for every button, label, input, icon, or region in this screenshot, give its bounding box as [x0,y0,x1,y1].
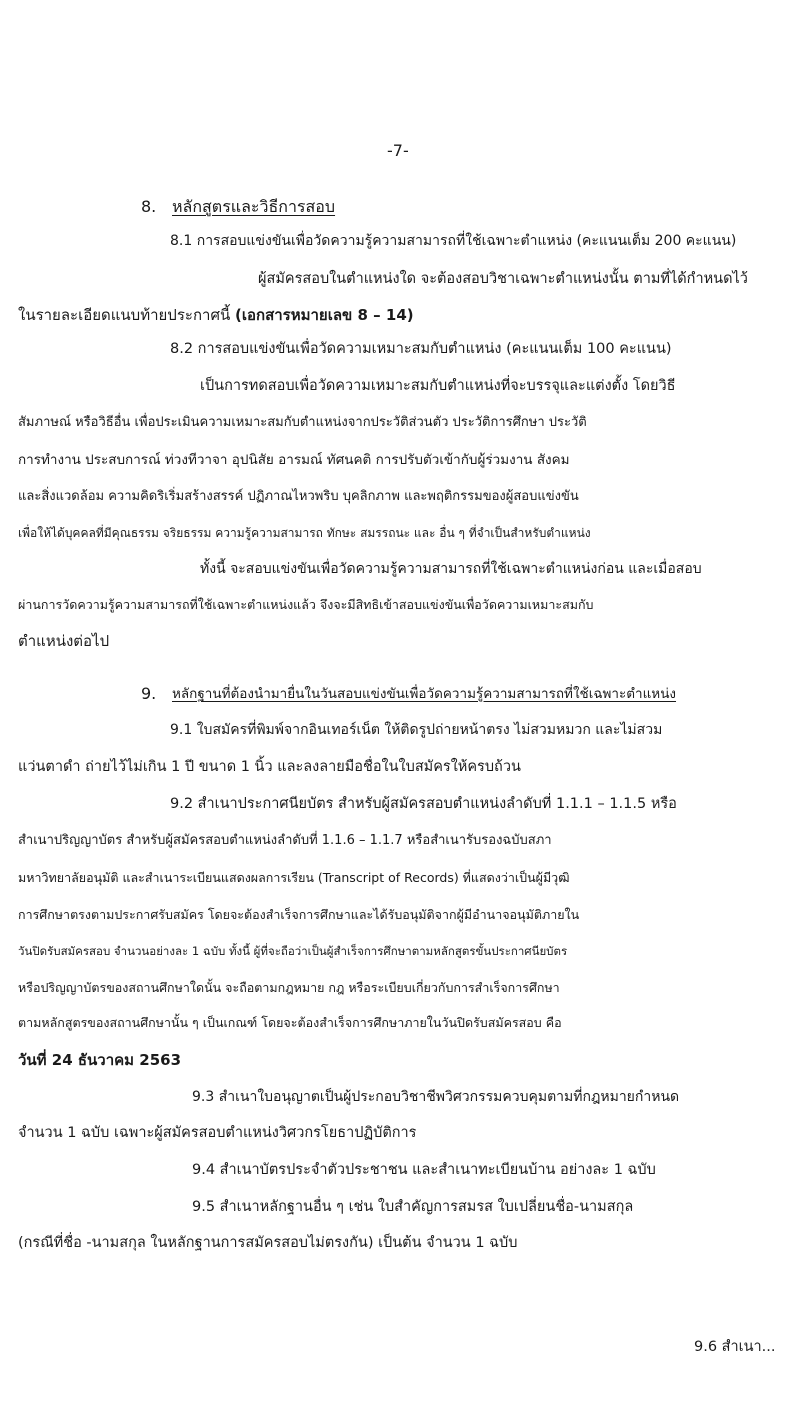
paragraph-8-2-line: เพื่อให้ได้บุคคลที่มีคุณธรรม จริยธรรม ความรู้ความสามารถ ทักษะ สมรรถนะ และ อื่น ๆ ที่จำเป็นสำหรับตำแหน่ง [18,526,591,540]
paragraph-8-2-line: เป็นการทดสอบเพื่อวัดความเหมาะสมกับตำแหน่งที่จะบรรจุและแต่งตั้ง โดยวิธี [200,378,676,394]
paragraph-9-2-line: มหาวิทยาลัยอนุมัติ และสำเนาระเบียนแสดงผลการเรียน (Transcript of Records) ที่แสดงว่าเป็นผู้มีวุฒิ [18,870,570,885]
document-reference: (เอกสารหมายเลข 8 – 14) [235,306,414,324]
section-8-number: 8. [141,197,157,216]
paragraph-9-2-line: วันปิดรับสมัครสอบ จำนวนอย่างละ 1 ฉบับ ทั้งนี้ ผู้ที่จะถือว่าเป็นผู้สำเร็จการศึกษาตามหลักสูตรขั้นประกาศนียบัตร [18,944,568,958]
section-9-number: 9. [141,684,157,703]
paragraph-9-2-line: 9.2 สำเนาประกาศนียบัตร สำหรับผู้สมัครสอบตำแหน่งลำดับที่ 1.1.1 – 1.1.5 หรือ [170,796,677,812]
paragraph-8-2-line: การทำงาน ประสบการณ์ ท่วงทีวาจา อุปนิสัย อารมณ์ ทัศนคติ การปรับตัวเข้ากับผู้ร่วมงาน สังคม [18,452,570,468]
section-9-heading: หลักฐานที่ต้องนำมายื่นในวันสอบแข่งขันเพื่อวัดความรู้ความสามารถที่ใช้เฉพาะตำแหน่ง [172,686,677,702]
paragraph-8-1-text: ในรายละเอียดแนบท้ายประกาศนี้ [18,306,231,324]
paragraph-9-3-line: 9.3 สำเนาใบอนุญาตเป็นผู้ประกอบวิชาชีพวิศวกรรมควบคุมตามที่กฎหมายกำหนด [192,1089,680,1105]
paragraph-8-1-line: 8.1 การสอบแข่งขันเพื่อวัดความรู้ความสามารถที่ใช้เฉพาะตำแหน่ง (คะแนนเต็ม 200 คะแนน) [170,233,737,249]
paragraph-9-1-line: 9.1 ใบสมัครที่พิมพ์จากอินเทอร์เน็ต ให้ติดรูปถ่ายหน้าตรง ไม่สวมหมวก และไม่สวม [170,722,663,738]
paragraph-8-2-line: 8.2 การสอบแข่งขันเพื่อวัดความเหมาะสมกับตำแหน่ง (คะแนนเต็ม 100 คะแนน) [170,341,672,357]
paragraph-8-2-line: ตำแหน่งต่อไป [18,632,110,650]
paragraph-8-1-line: ผู้สมัครสอบในตำแหน่งใด จะต้องสอบวิชาเฉพาะตำแหน่งนั้น ตามที่ได้กำหนดไว้ [258,271,748,287]
paragraph-8-1-line [18,304,414,326]
paragraph-9-4-line: 9.4 สำเนาบัตรประจำตัวประชาชน และสำเนาทะเบียนบ้าน อย่างละ 1 ฉบับ [192,1162,656,1178]
paragraph-8-2-line: สัมภาษณ์ หรือวิธีอื่น เพื่อประเมินความเหมาะสมกับตำแหน่งจากประวัติส่วนตัว ประวัติการศึกษา ประวัติ [18,415,587,430]
paragraph-8-2-line: ทั้งนี้ จะสอบแข่งขันเพื่อวัดความรู้ความสามารถที่ใช้เฉพาะตำแหน่งก่อน และเมื่อสอบ [200,561,702,577]
section-8-heading: หลักสูตรและวิธีการสอบ [172,197,336,216]
paragraph-8-2-line: และสิ่งแวดล้อม ความคิดริเริ่มสร้างสรรค์ ปฏิภาณไหวพริบ บุคลิกภาพ และพฤติกรรมของผู้สอบแข่งขัน [18,489,579,504]
paragraph-9-2-line: หรือปริญญาบัตรของสถานศึกษาใดนั้น จะถือตามกฎหมาย กฎ หรือระเบียบเกี่ยวกับการสำเร็จการศึกษา [18,980,560,995]
paragraph-8-2-line: ผ่านการวัดความรู้ความสามารถที่ใช้เฉพาะตำแหน่งแล้ว จึงจะมีสิทธิเข้าสอบแข่งขันเพื่อวัดความเหมาะสมกับ [18,597,594,612]
paragraph-9-5-line: (กรณีที่ชื่อ -นามสกุล ในหลักฐานการสมัครสอบไม่ตรงกัน) เป็นต้น จำนวน 1 ฉบับ [18,1235,518,1251]
page-number: -7- [387,141,409,160]
continuation-marker: 9.6 สำเนา... [694,1339,776,1355]
closing-date: วันที่ 24 ธันวาคม 2563 [18,1051,182,1069]
paragraph-9-2-line: ตามหลักสูตรของสถานศึกษานั้น ๆ เป็นเกณฑ์ โดยจะต้องสำเร็จการศึกษาภายในวันปิดรับสมัครสอบ คือ [18,1015,562,1030]
paragraph-9-1-line: แว่นตาดำ ถ่ายไว้ไม่เกิน 1 ปี ขนาด 1 นิ้ว และลงลายมือชื่อในใบสมัครให้ครบถ้วน [18,759,521,775]
paragraph-9-5-line: 9.5 สำเนาหลักฐานอื่น ๆ เช่น ใบสำคัญการสมรส ใบเปลี่ยนชื่อ-นามสกุล [192,1199,634,1215]
paragraph-9-2-line: สำเนาปริญญาบัตร สำหรับผู้สมัครสอบตำแหน่งลำดับที่ 1.1.6 – 1.1.7 หรือสำเนารับรองฉบับสภา [18,833,552,848]
paragraph-9-3-line: จำนวน 1 ฉบับ เฉพาะผู้สมัครสอบตำแหน่งวิศวกรโยธาปฏิบัติการ [18,1125,417,1141]
paragraph-9-2-line: การศึกษาตรงตามประกาศรับสมัคร โดยจะต้องสำเร็จการศึกษาและได้รับอนุมัติจากผู้มีอำนาจอนุมัติภายใน [18,907,580,922]
